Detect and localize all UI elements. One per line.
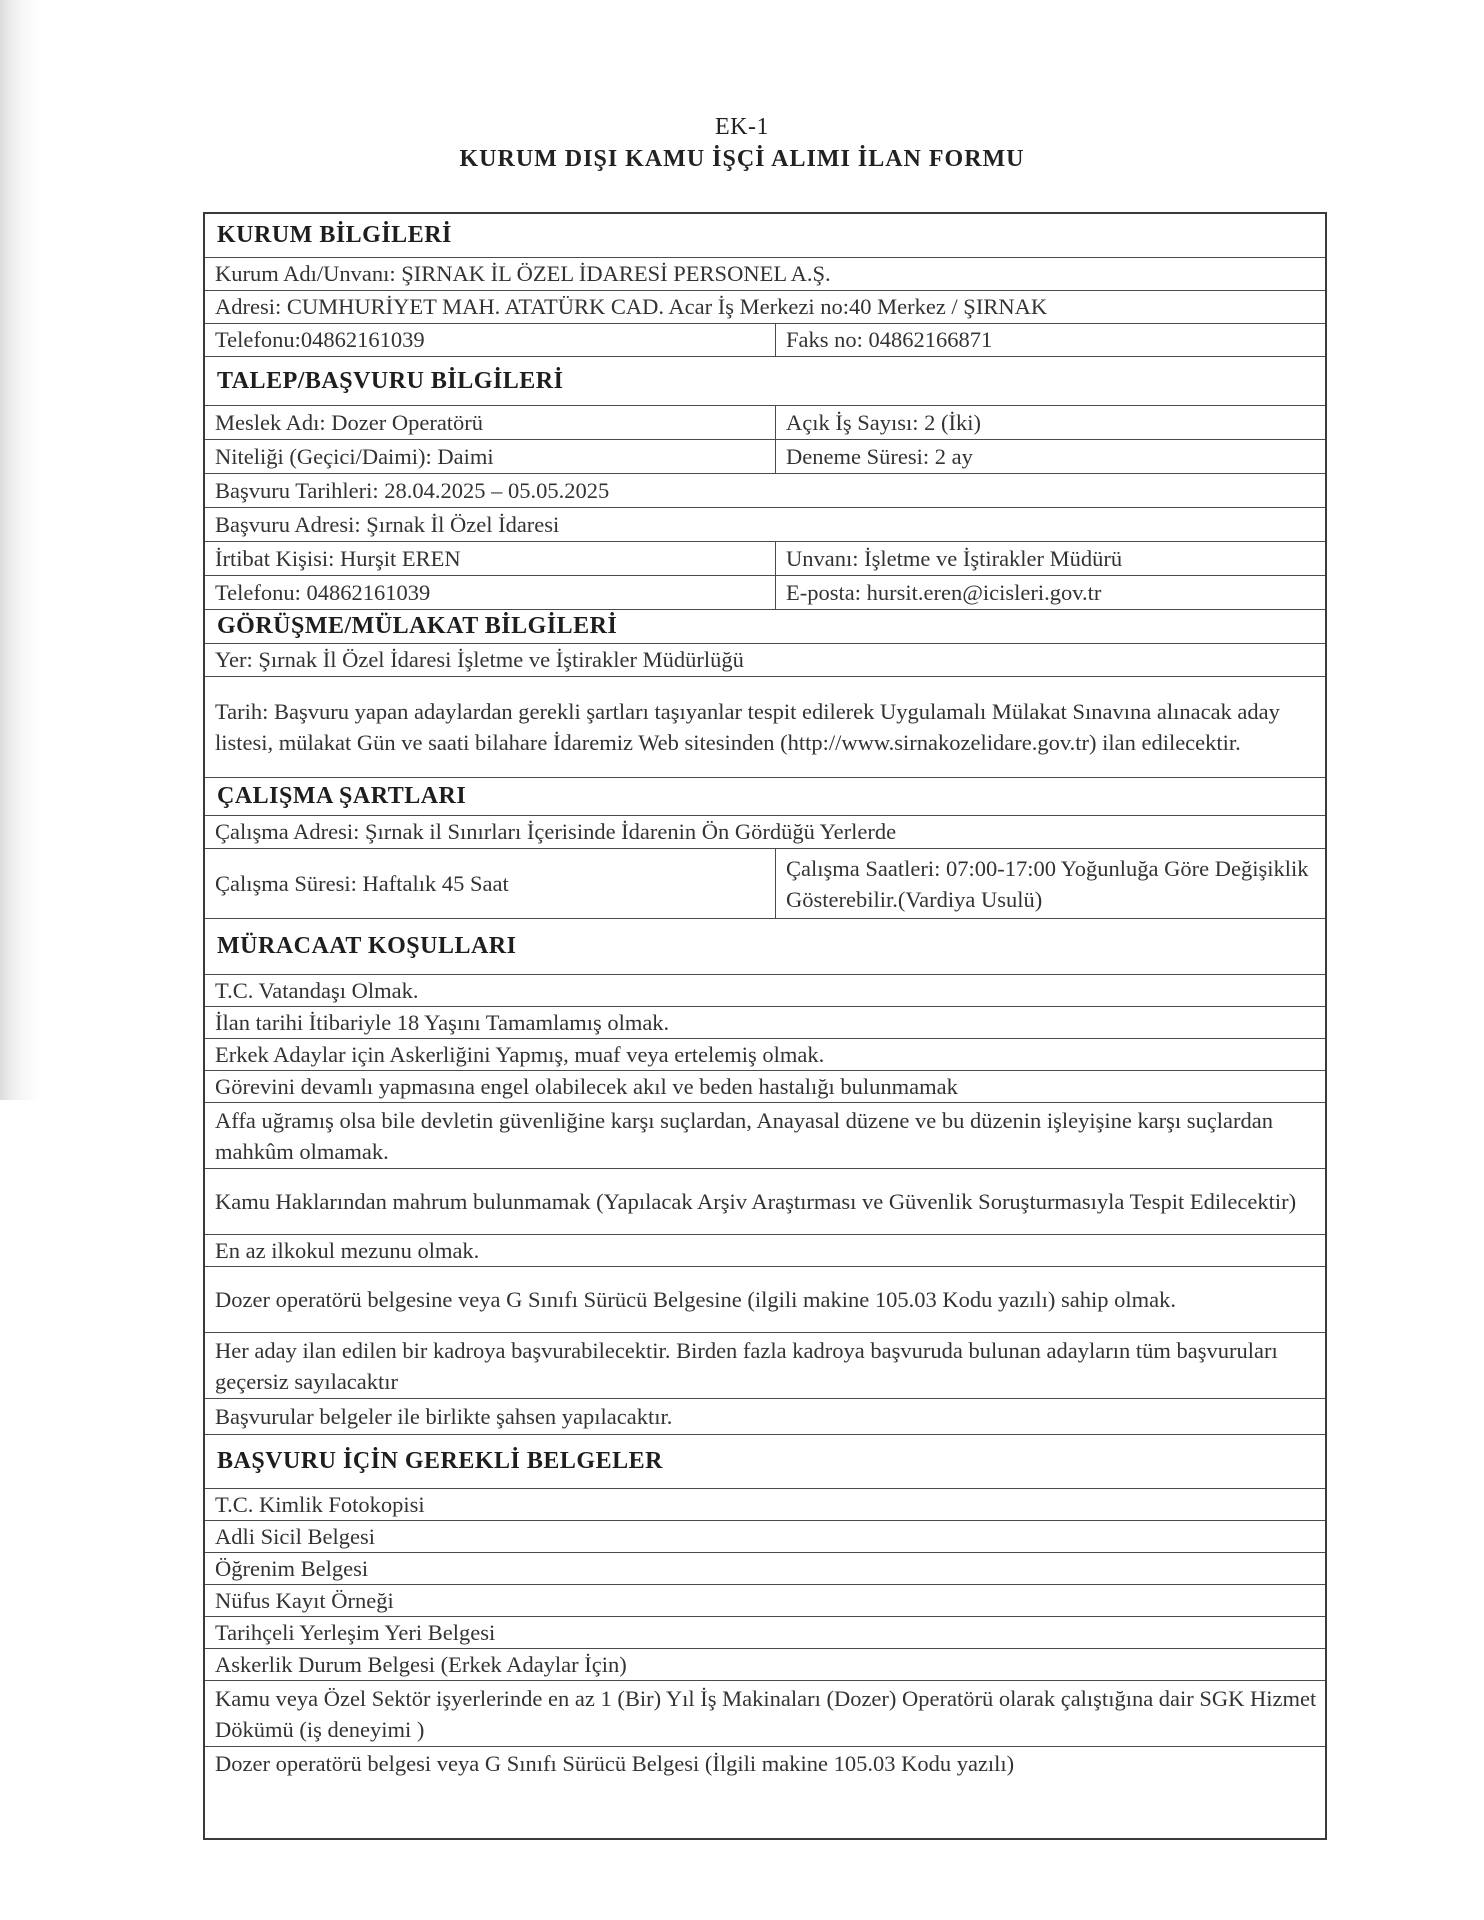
muracaat-item: Başvurular belgeler ile birlikte şahsen yapılacaktır. xyxy=(205,1399,1325,1435)
muracaat-item: Görevini devamlı yapmasına engel olabilecek akıl ve beden hastalığı bulunmamak xyxy=(205,1071,1325,1103)
calisma-hours: Çalışma Saatleri: 07:00-17:00 Yoğunluğa Göre Değişiklik Gösterebilir.(Vardiya Usulü) xyxy=(786,855,1309,912)
section-calisma-heading: ÇALIŞMA ŞARTLARI xyxy=(205,778,1325,816)
calisma-address-row: Çalışma Adresi: Şırnak il Sınırları İçerisinde İdarenin Ön Gördüğü Yerlerde xyxy=(205,816,1325,849)
talep-contact-title: Unvanı: İşletme ve İştirakler Müdürü xyxy=(786,545,1123,571)
gorusme-date-row: Tarih: Başvuru yapan adaylardan gerekli şartları taşıyanlar tespit edilerek Uygulamalı Mülakat Sınavına alınacak aday listesi, mülakat Gün ve saati bilahare İdaremiz Web sitesinden (http://www.sirnakozelidare.gov.tr) ilan edilecektir. xyxy=(205,677,1325,778)
document-header xyxy=(0,112,1484,176)
section-belgeler-heading: BAŞVURU İÇİN GEREKLİ BELGELER xyxy=(205,1435,1325,1489)
belge-item: Tarihçeli Yerleşim Yeri Belgesi xyxy=(205,1617,1325,1649)
section-gorusme-heading: GÖRÜŞME/MÜLAKAT BİLGİLERİ xyxy=(205,610,1325,644)
kurum-name-row: Kurum Adı/Unvanı: ŞIRNAK İL ÖZEL İDARESİ PERSONEL A.Ş. xyxy=(205,258,1325,291)
section-kurum-heading: KURUM BİLGİLERİ xyxy=(205,214,1325,258)
muracaat-item: Erkek Adaylar için Askerliğini Yapmış, muaf veya ertelemiş olmak. xyxy=(205,1039,1325,1071)
talep-nature-row xyxy=(205,440,1325,474)
belge-item: Nüfus Kayıt Örneği xyxy=(205,1585,1325,1617)
belge-item: T.C. Kimlik Fotokopisi xyxy=(205,1489,1325,1521)
kurum-address-row: Adresi: CUMHURİYET MAH. ATATÜRK CAD. Acar İş Merkezi no:40 Merkez / ŞIRNAK xyxy=(205,291,1325,324)
muracaat-item: Dozer operatörü belgesine veya G Sınıfı Sürücü Belgesine (ilgili makine 105.03 Kodu yazılı) sahip olmak. xyxy=(205,1267,1325,1333)
talep-trial: Deneme Süresi: 2 ay xyxy=(786,443,973,469)
section-muracaat-heading: MÜRACAAT KOŞULLARI xyxy=(205,919,1325,975)
talep-phone-row xyxy=(205,576,1325,610)
belge-item: Öğrenim Belgesi xyxy=(205,1553,1325,1585)
announcement-form-table xyxy=(203,212,1327,1840)
muracaat-item: T.C. Vatandaşı Olmak. xyxy=(205,975,1325,1007)
talep-nature: Niteliği (Geçici/Daimi): Daimi xyxy=(205,440,776,473)
talep-contact-row xyxy=(205,542,1325,576)
muracaat-item: Kamu Haklarından mahrum bulunmamak (Yapılacak Arşiv Araştırması ve Güvenlik Soruşturmasıyla Tespit Edilecektir) xyxy=(205,1169,1325,1235)
muracaat-item: Affa uğramış olsa bile devletin güvenliğine karşı suçlardan, Anayasal düzene ve bu düzenin işleyişine karşı suçlardan mahkûm olmamak. xyxy=(205,1103,1325,1169)
muracaat-item: İlan tarihi İtibariyle 18 Yaşını Tamamlamış olmak. xyxy=(205,1007,1325,1039)
talep-profession-row xyxy=(205,406,1325,440)
talep-phone: Telefonu: 04862161039 xyxy=(205,576,776,609)
belge-item: Dozer operatörü belgesi veya G Sınıfı Sürücü Belgesi (İlgili makine 105.03 Kodu yazılı) xyxy=(215,1751,1015,1776)
talep-dates-row: Başvuru Tarihleri: 28.04.2025 – 05.05.2025 xyxy=(205,474,1325,508)
talep-email: E-posta: hursit.eren@icisleri.gov.tr xyxy=(786,579,1102,605)
muracaat-item: Her aday ilan edilen bir kadroya başvurabilecektir. Birden fazla kadroya başvuruda bulunan adayların tüm başvuruları geçersiz sayılacaktır xyxy=(205,1333,1325,1399)
belge-item: Kamu veya Özel Sektör işyerlerinde en az 1 (Bir) Yıl İş Makinaları (Dozer) Operatörü olarak çalıştığına dair SGK Hizmet Dökümü (iş deneyimi ) xyxy=(205,1681,1325,1747)
talep-address-row: Başvuru Adresi: Şırnak İl Özel İdaresi xyxy=(205,508,1325,542)
kurum-phone: Telefonu:04862161039 xyxy=(205,324,776,356)
gorusme-place-row: Yer: Şırnak İl Özel İdaresi İşletme ve İştirakler Müdürlüğü xyxy=(205,644,1325,677)
belge-item: Adli Sicil Belgesi xyxy=(205,1521,1325,1553)
talep-profession: Meslek Adı: Dozer Operatörü xyxy=(205,406,776,439)
annex-label: EK-1 xyxy=(715,114,769,140)
section-talep-heading: TALEP/BAŞVURU BİLGİLERİ xyxy=(205,357,1325,406)
kurum-fax: Faks no: 04862166871 xyxy=(786,327,993,352)
calisma-time-row xyxy=(205,849,1325,919)
kurum-contact-row xyxy=(205,324,1325,357)
talep-openings: Açık İş Sayısı: 2 (İki) xyxy=(786,409,981,435)
talep-contact-person: İrtibat Kişisi: Hurşit EREN xyxy=(205,542,776,575)
form-title: KURUM DIŞI KAMU İŞÇİ ALIMI İLAN FORMU xyxy=(459,146,1025,172)
belge-item: Askerlik Durum Belgesi (Erkek Adaylar İçin) xyxy=(205,1649,1325,1681)
muracaat-item: En az ilkokul mezunu olmak. xyxy=(205,1235,1325,1267)
calisma-duration: Çalışma Süresi: Haftalık 45 Saat xyxy=(205,849,776,918)
